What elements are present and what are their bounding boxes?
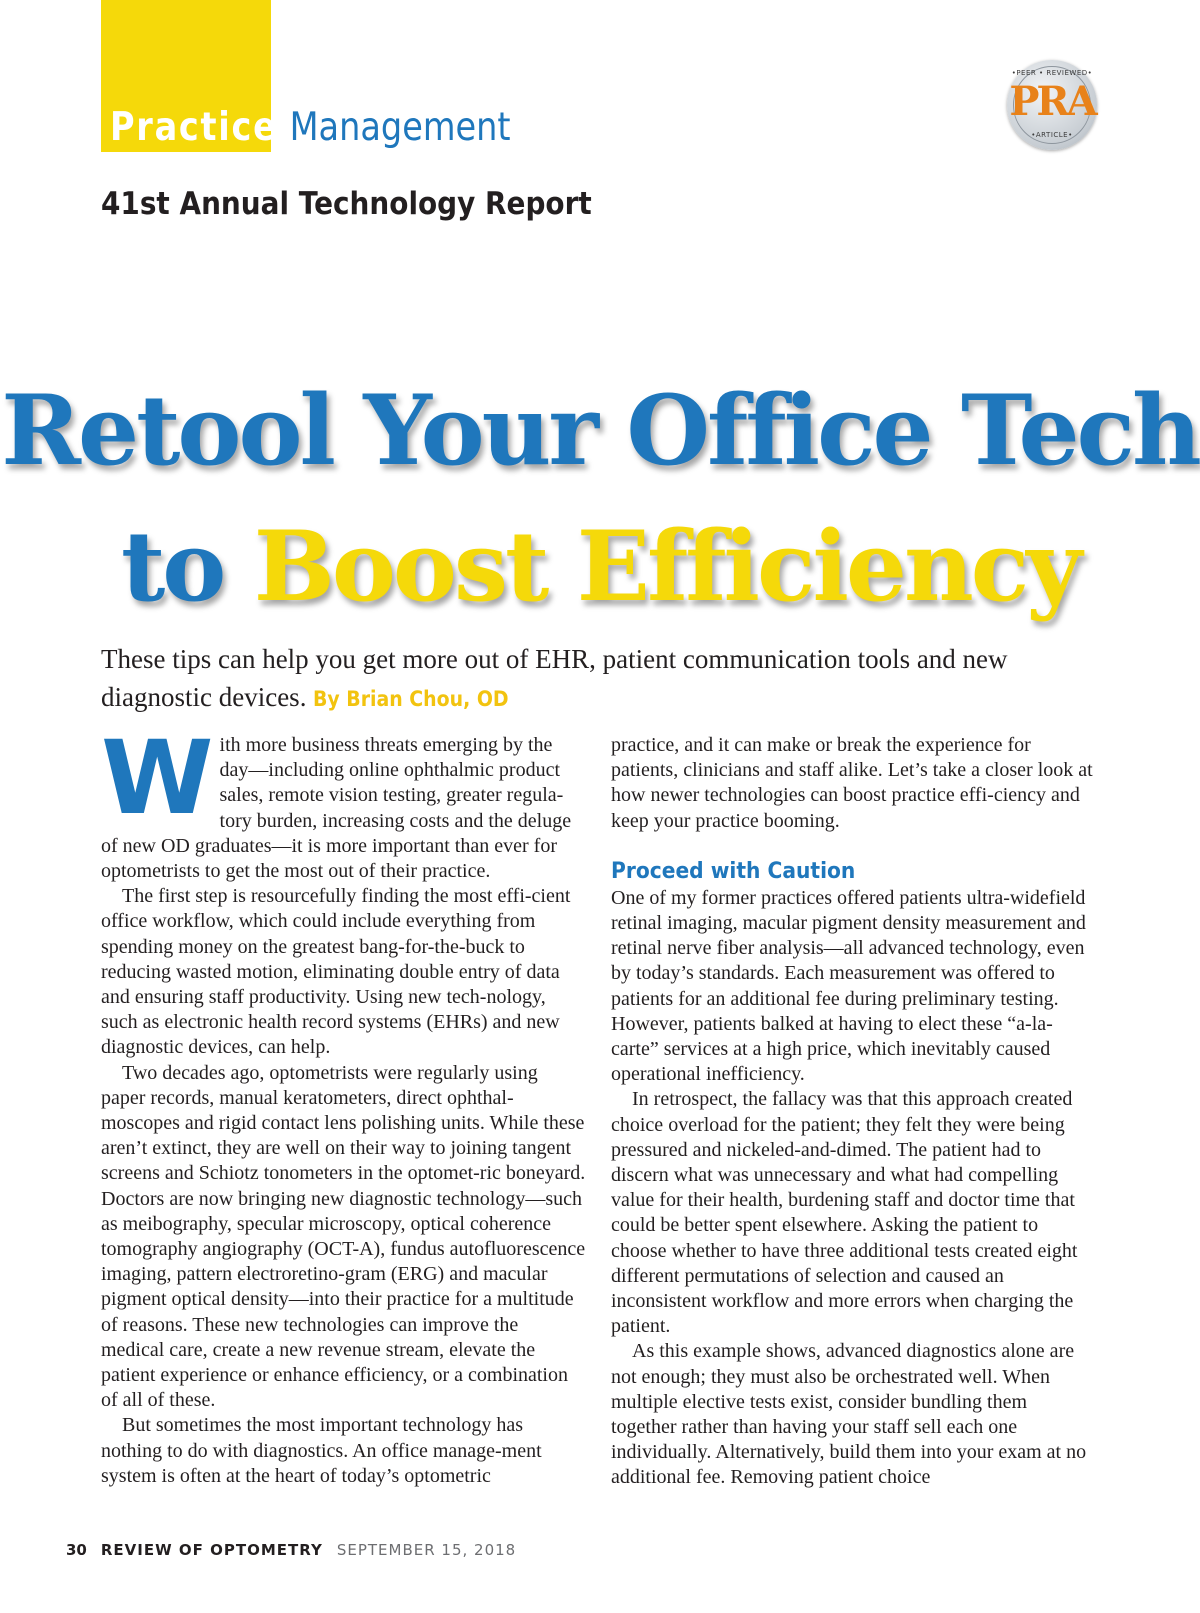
headline-line-2 [0,512,1200,622]
issue-date: SEPTEMBER 15, 2018 [336,1541,517,1559]
section-header [110,104,511,152]
page-footer [66,1541,516,1559]
body-paragraph: Two decades ago, optometrists were regularly using paper records, manual keratometers, direct ophthal-moscopes and rigid contact lens polishing units. While these aren’t extinct, they are well on their way to joining tangent screens and Schiotz tonometers in the optomet-ric boneyard. Doctors are now bringing new diagnostic technology—such as meibography, specular microscopy, optical coherence tomography angiography (OCT-A), fundus autofluorescence imaging, pattern electroretino-gram (ERG) and macular pigment optical density—into their practice for a multitude of reasons. These new technologies can improve the medical care, create a new revenue stream, elevate the patient experience or enhance efficiency, or a combination of all of these. [101,1061,586,1412]
body-paragraph: The first step is resourcefully finding the most effi-cient office workflow, which could include everything from spending money on the greatest bang-for-the-buck to reducing wasted motion, eliminating double entry of data and ensuring staff productivity. Using new tech-nology, such as electronic health record systems (EHRs) and new diagnostic devices, can help. [101,885,571,1059]
subhead-proceed-with-caution: Proceed with Caution [611,858,856,884]
headline-boost-efficiency: Boost Efficiency [253,510,1080,623]
report-title: 41st Annual Technology Report [101,186,592,222]
article-dek [101,640,1101,718]
body-paragraph: One of my former practices offered patients ultra-widefield retinal imaging, macular pigment density measurement and retinal nerve fiber analysis—all advanced technology, even by today’s standards. Each measurement was offered to patients for an additional fee during preliminary testing. However, patients balked at having to elect these “a-la-carte” services at a high price, which inevitably caused operational inefficiency. [611,886,1086,1086]
headline-word-to: to [120,510,224,623]
body-paragraph [101,719,586,884]
body-column-right [611,733,1096,1491]
section-label-management: Management [289,105,511,150]
body-paragraph: In retrospect, the fallacy was that this approach created choice overload for the patient; they felt they were being pressured and nickeled-and-dimed. The patient had to discern what was unnecessary and what had compelling value for their health, burdening staff and doctor time that could be better spent elsewhere. Asking the patient to choose whether to have three additional tests created eight different permutations of selection and caused an inconsistent workflow and more errors when charging the patient. [611,1088,1078,1338]
headline-line-1: Retool Your Office Tech [1,374,1199,487]
body-paragraph: But sometimes the most important technology has nothing to do with diagnostics. An office manage-ment system is often at the heart of today’s optometric [101,1414,542,1487]
dek-text: These tips can help you get more out of EHR, patient communication tools and new diagnostic devices. [101,644,1008,712]
page-number: 30 [66,1541,87,1559]
paragraph-text: ith more business threats emerging by the day—including online ophthalmic product sales, remote vision testing, greater regula-tory burden, increasing costs and the deluge of new OD graduates—it is more important than ever for optometrists to get the most out of their practice. [101,734,572,883]
body-paragraph: practice, and it can make or break the experience for patients, clinicians and staff alike. Let’s take a closer look at how newer technologies can boost practice effi-ciency and keep your practice booming. [611,734,1093,832]
body-paragraph: As this example shows, advanced diagnostics alone are not enough; they must also be orchestrated well. When multiple elective tests exist, consider bundling them together rather than having your staff sell each one individually. Alternatively, build them into your exam at no additional fee. Removing patient choice [611,1340,1087,1489]
seal-mark: PRA [1009,78,1095,125]
publication-name: REVIEW OF OPTOMETRY [100,1541,323,1559]
seal-top-text: •PEER • REVIEWED• [1011,69,1093,77]
drop-cap: W [101,719,210,838]
seal-bottom-text: •ARTICLE• [1031,131,1073,139]
byline: By Brian Chou, OD [313,687,509,711]
peer-reviewed-seal-icon [1007,60,1097,150]
section-label-practice: Practice [110,105,278,150]
body-column-left [101,719,586,1489]
